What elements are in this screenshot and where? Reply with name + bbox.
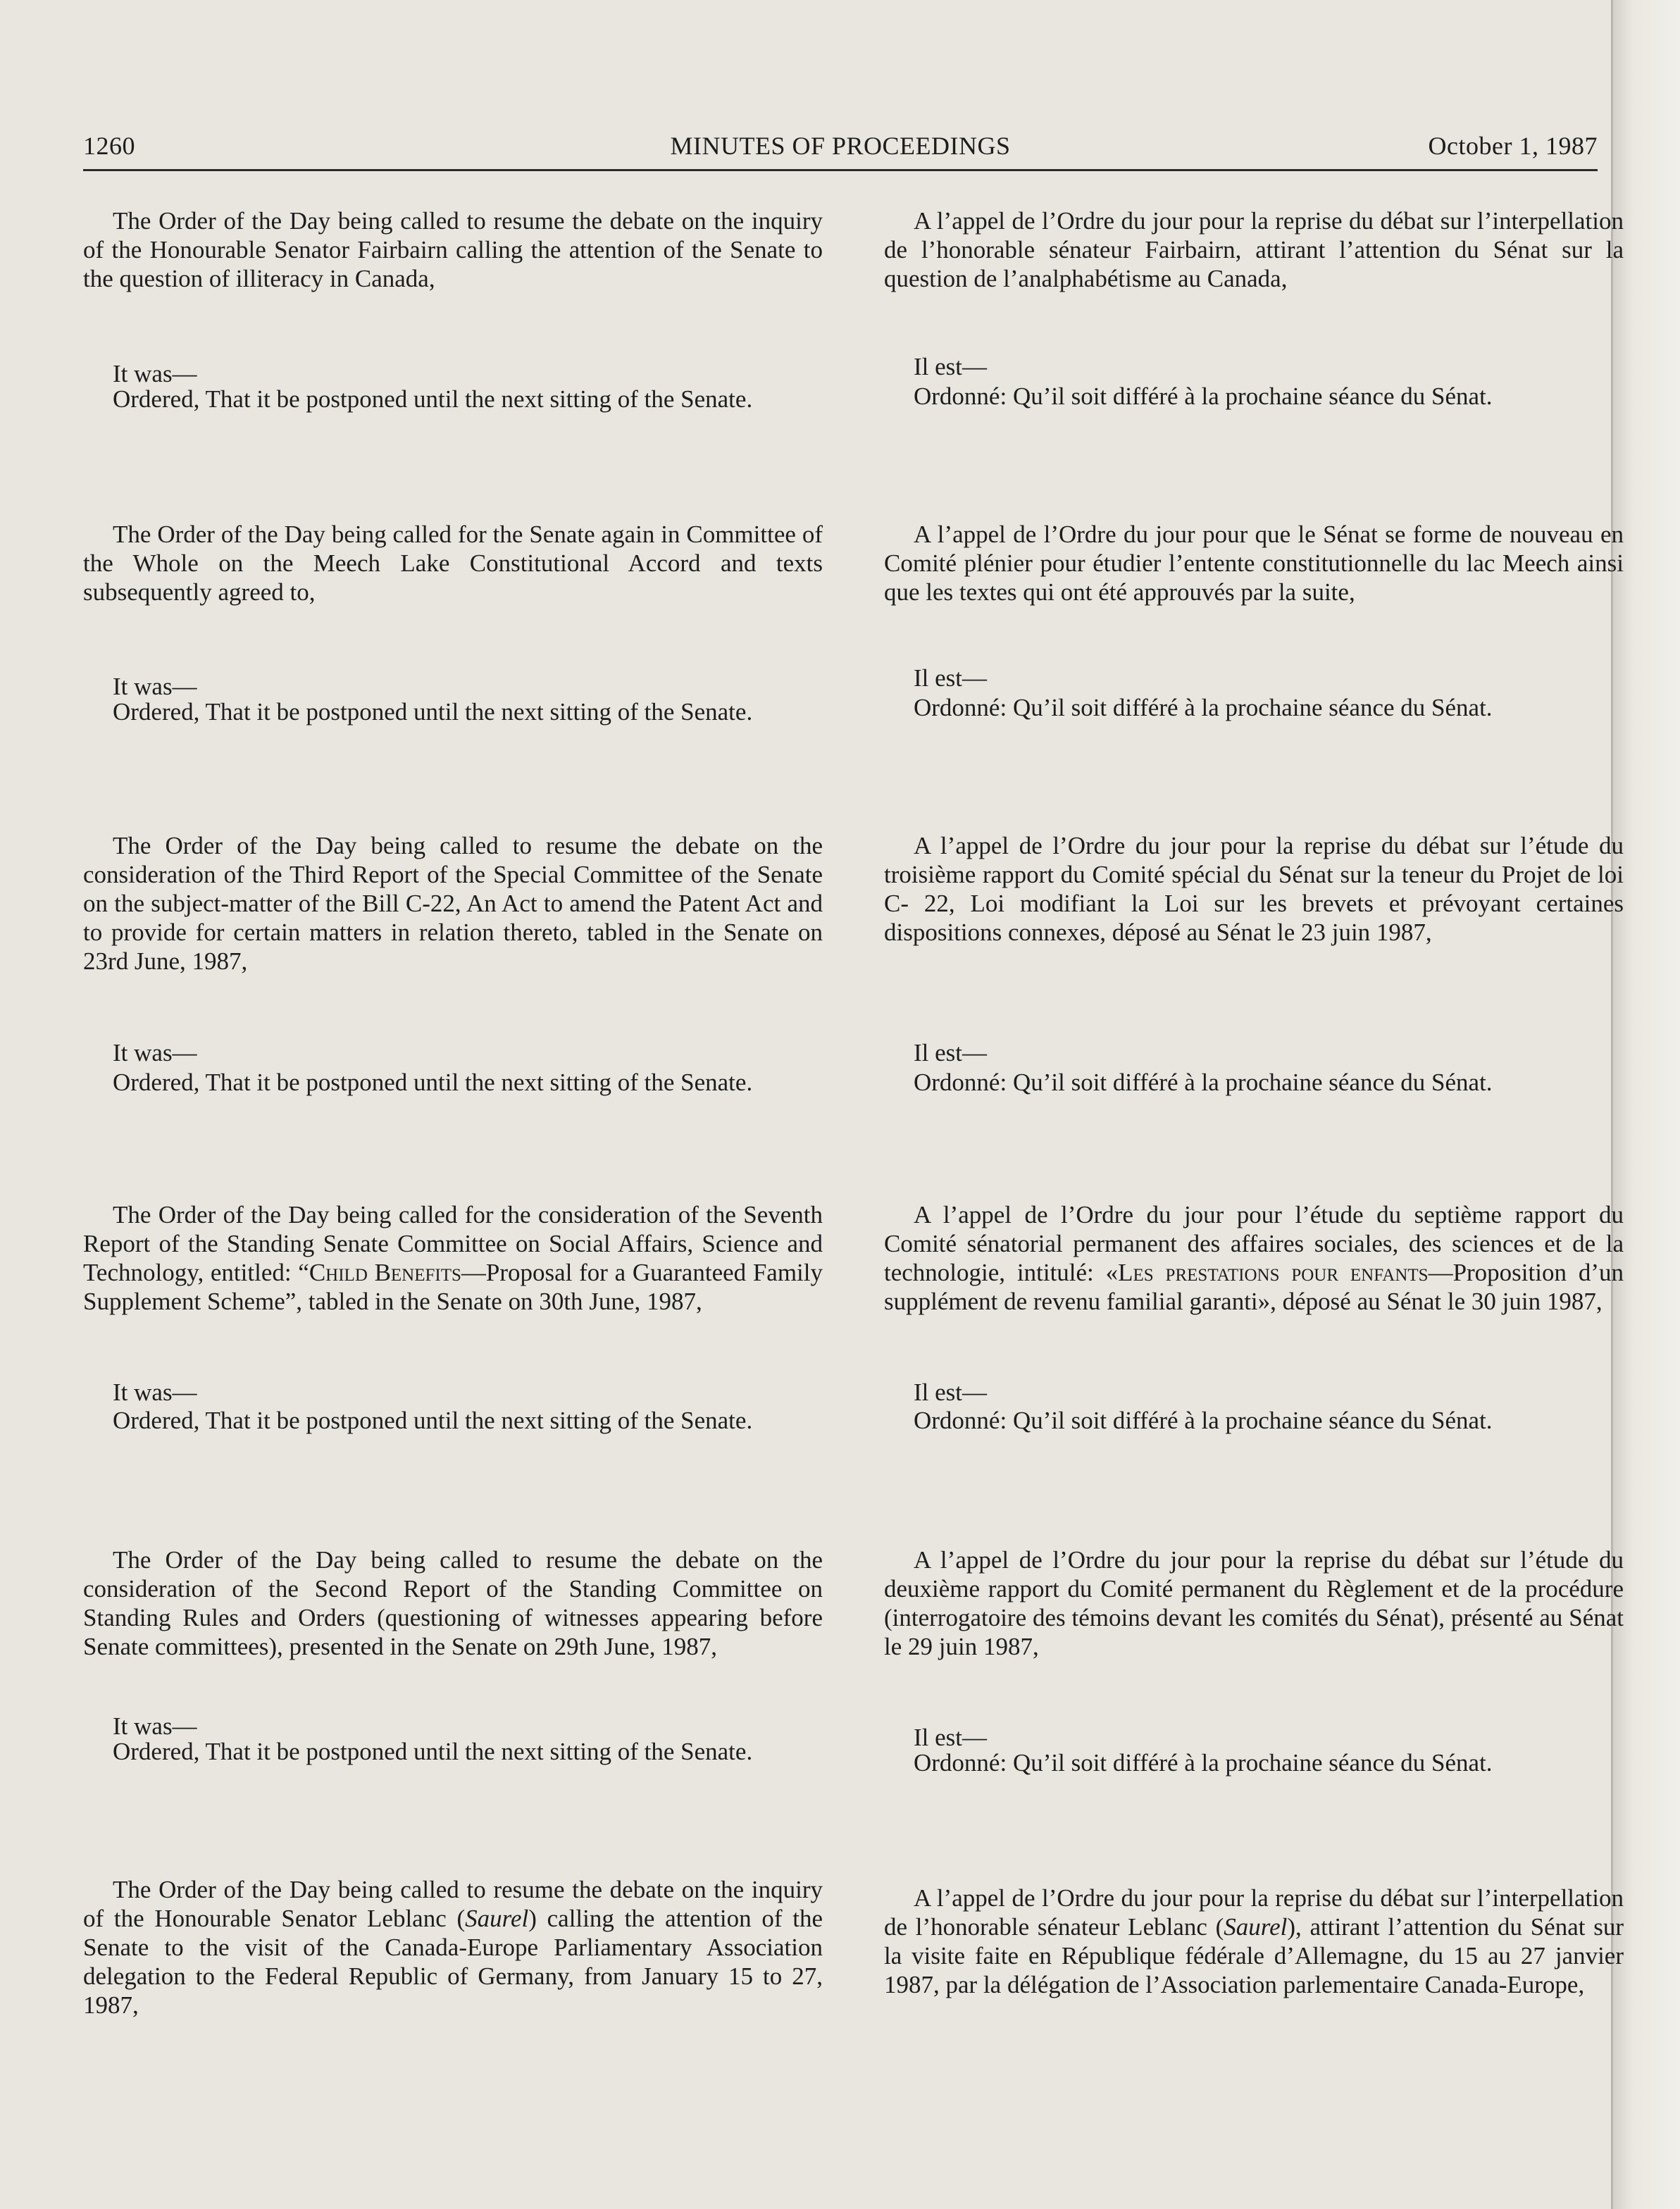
en-item-4-ordered: Ordered, That it be postponed until the next sitting of the Senate.: [113, 1407, 753, 1434]
fr-item-3-text: A l’appel de l’Ordre du jour pour la reprise du débat sur l’étude du troisième rapport du Comité spécial du Sénat sur la teneur du Projet de loi C- 22, Loi modifiant la Loi sur les brevets et prévoyant certaines dispositions connexes, déposé au Sénat le 23 juin 1987,: [884, 832, 1624, 946]
en-item-2-text: The Order of the Day being called for the Senate again in Committee of the Whole on the Meech Lake Constitutional Accord and texts subsequently agreed to,: [83, 521, 823, 606]
en-item-4-text: [83, 1200, 823, 1316]
fr-item-4-il-est: Il est—: [914, 1379, 988, 1406]
fr-item-4-text-b: —Proposition d’un supplément de revenu familial garanti», déposé au Sénat le 30 juin 1987,: [884, 1259, 1624, 1315]
en-item-2-it-was: It was—: [113, 673, 197, 700]
fr-item-4-ordonne: Ordonné: Qu’il soit différé à la prochaine séance du Sénat.: [914, 1407, 1493, 1434]
en-item-4-text-b: —Proposal for a Guaranteed Family Supplement Scheme”, tabled in the Senate on 30th June, 1987,: [83, 1259, 823, 1315]
fr-item-2-ordonne: Ordonné: Qu’il soit différé à la prochaine séance du Sénat.: [914, 694, 1493, 721]
fr-item-3-ordonne: Ordonné: Qu’il soit différé à la prochaine séance du Sénat.: [914, 1069, 1493, 1096]
en-item-3-it-was: It was—: [113, 1039, 197, 1066]
en-item-1-ordered: Ordered, That it be postponed until the next sitting of the Senate.: [113, 385, 753, 413]
en-item-3-text: The Order of the Day being called to resume the debate on the consideration of the Third Report of the Special Committee of the Senate on the subject-matter of the Bill C-22, An Act to amend the Patent Act and to provide for certain matters in relation thereto, tabled in the Senate on 23rd June, 1987,: [83, 832, 823, 975]
fr-item-4-text-a: A l’appel de l’Ordre du jour pour l’étude du septième rapport du Comité sénatorial permanent des affaires sociales, des sciences et de la technologie, intitulé: «: [884, 1201, 1624, 1286]
en-item-5-it-was: It was—: [113, 1712, 197, 1740]
fr-item-1-il-est: Il est—: [914, 353, 988, 380]
fr-item-6-text-a: A l’appel de l’Ordre du jour pour la reprise du débat sur l’interpellation de l’honorable sénateur Leblanc (: [884, 1884, 1624, 1941]
page-date: October 1, 1987: [1428, 132, 1598, 160]
en-item-6-text-b: ) calling the attention of the Senate to the visit of the Canada-Europe Parliamentary Association delegation to the Federal Republic of Germany, from January 15 to 27, 1987,: [83, 1905, 823, 2019]
en-item-3-ordered: Ordered, That it be postponed until the next sitting of the Senate.: [113, 1069, 753, 1096]
fr-item-2-text: A l’appel de l’Ordre du jour pour que le Sénat se forme de nouveau en Comité plénier pour étudier l’entente constitutionnelle du lac Meech ainsi que les textes qui ont été approuvés par la suite,: [884, 521, 1624, 606]
en-item-6-text-a: The Order of the Day being called to resume the debate on the inquiry of the Honourable Senator Leblanc (: [83, 1876, 823, 1932]
page-header: [83, 125, 1598, 171]
en-item-4-it-was: It was—: [113, 1379, 197, 1406]
fr-item-6-text-b: ), attirant l’attention du Sénat sur la visite faite en République fédérale d’Allemagne, du 15 au 27 janvier 1987, par la délégation de l’Association parlementaire Canada-Europe,: [884, 1913, 1624, 1998]
fr-item-1-text: A l’appel de l’Ordre du jour pour la reprise du débat sur l’interpellation de l’honorable sénateur Fairbairn, attirant l’attention du Sénat sur la question de l’analphabétisme au Canada,: [884, 207, 1624, 292]
en-item-1-it-was: It was—: [113, 360, 197, 387]
fr-item-6-italic: Saurel: [1224, 1913, 1288, 1941]
fr-item-6-text: [884, 1884, 1624, 1999]
adjacent-page-edge: [1613, 0, 1680, 2209]
page-number: 1260: [83, 132, 135, 160]
en-item-5-text: The Order of the Day being called to resume the debate on the consideration of the Second Report of the Standing Committee on Standing Rules and Orders (questioning of witnesses appearing before Senate committees), presented in the Senate on 29th June, 1987,: [83, 1546, 823, 1660]
en-item-4-text-a: The Order of the Day being called for the consideration of the Seventh Report of the Standing Senate Committee on Social Affairs, Science and Technology, entitled: “: [83, 1201, 823, 1286]
fr-item-1-ordonne: Ordonné: Qu’il soit différé à la prochaine séance du Sénat.: [914, 382, 1493, 410]
fr-item-3-il-est: Il est—: [914, 1039, 988, 1066]
fr-item-5-ordonne: Ordonné: Qu’il soit différé à la prochaine séance du Sénat.: [914, 1749, 1493, 1776]
en-item-4-caps: Child Benefits: [309, 1259, 461, 1286]
en-item-1-text: The Order of the Day being called to resume the debate on the inquiry of the Honourable Senator Fairbairn calling the attention of the Senate to the question of illiteracy in Canada,: [83, 207, 823, 292]
en-item-2-ordered: Ordered, That it be postponed until the next sitting of the Senate.: [113, 698, 753, 726]
en-item-6-italic: Saurel: [465, 1905, 529, 1932]
en-item-6-text: [83, 1875, 823, 2020]
fr-item-5-text: A l’appel de l’Ordre du jour pour la reprise du débat sur l’étude du deuxième rapport du Comité permanent du Règlement et de la procédure (interrogatoire des témoins devant les comités du Sénat), présenté au Sénat le 29 juin 1987,: [884, 1546, 1624, 1660]
fr-item-4-text: [884, 1200, 1624, 1316]
fr-item-4-caps: Les prestations pour enfants: [1118, 1259, 1429, 1286]
fr-item-5-il-est: Il est—: [914, 1724, 988, 1751]
page-title: MINUTES OF PROCEEDINGS: [670, 132, 1011, 160]
fr-item-2-il-est: Il est—: [914, 664, 988, 692]
en-item-5-ordered: Ordered, That it be postponed until the next sitting of the Senate.: [113, 1738, 753, 1765]
